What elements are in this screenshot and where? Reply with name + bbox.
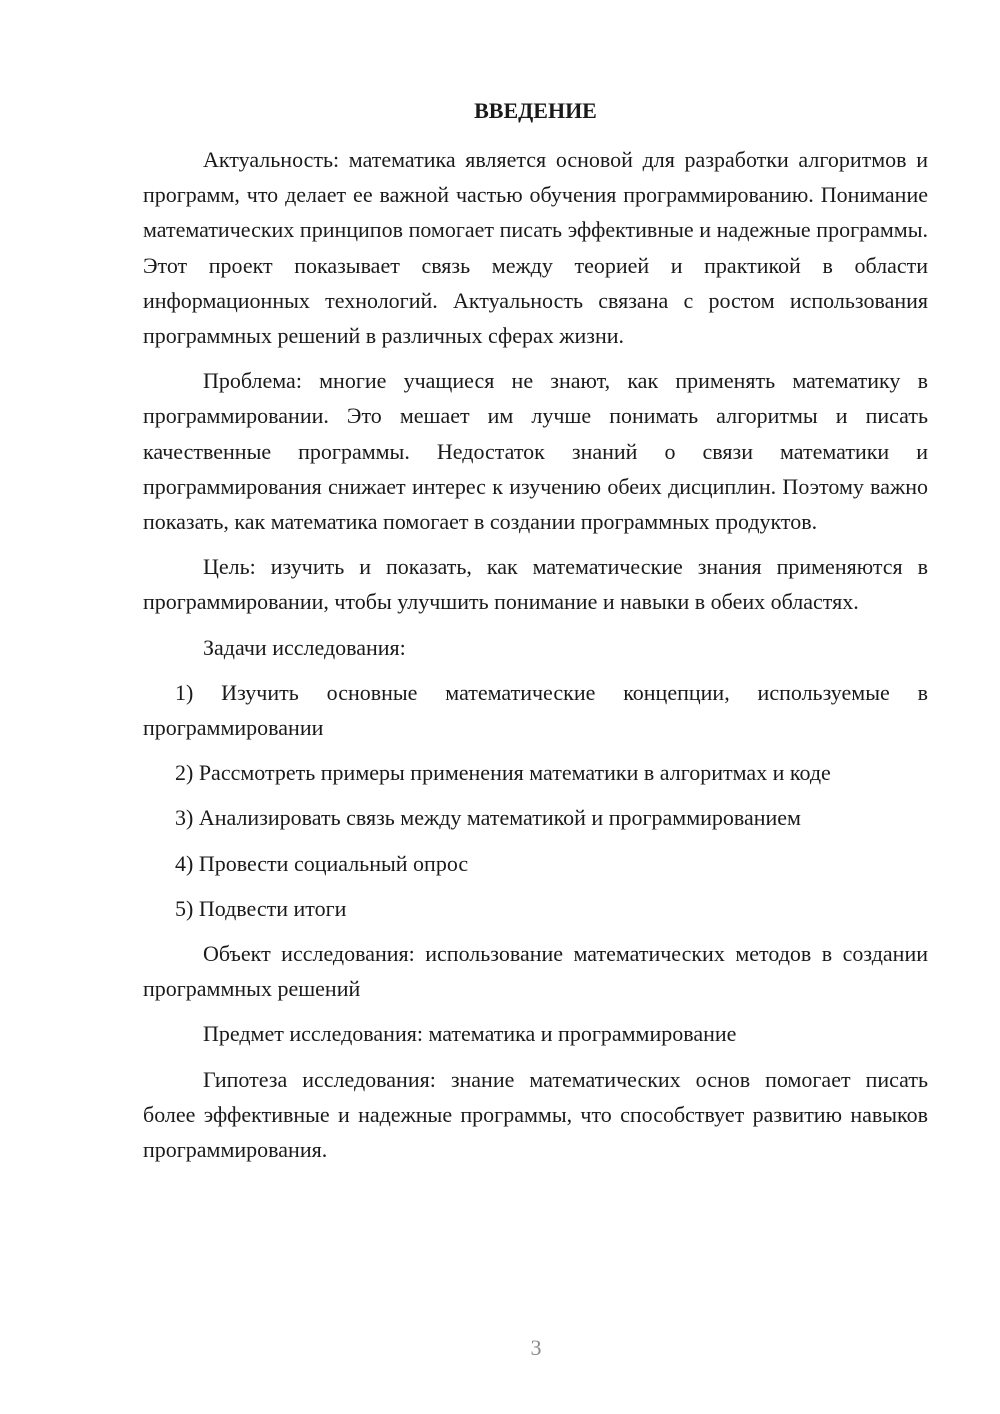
hypothesis-paragraph: Гипотеза исследования: знание математических основ помогает писать более эффективные и надежные программы, что способствует развитию навыков программирования.	[143, 1066, 928, 1163]
task-item-3: 3) Анализировать связь между математикой и программированием	[175, 805, 801, 831]
problem-paragraph: Проблема: многие учащиеся не знают, как применять математику в программировании. Это мешает им лучше понимать алгоритмы и писать качественные программы. Недостаток знаний о связи математики и программирования снижает интерес к изучению обеих дисциплин. Поэтому важно показать, как математика помогает в создании программных продуктов.	[143, 368, 928, 535]
section-heading: ВВЕДЕНИЕ	[474, 98, 597, 123]
task-item-4: 4) Провести социальный опрос	[175, 850, 469, 876]
page-number: 3	[530, 1335, 542, 1360]
task-item-1: 1) Изучить основные математические концепции, используемые в программировании	[143, 679, 928, 741]
goal-paragraph: Цель: изучить и показать, как математические знания применяются в программировании, чтобы улучшить понимание и навыки в обеих областях.	[143, 554, 928, 615]
task-item-2: 2) Рассмотреть примеры применения математики в алгоритмах и коде	[175, 760, 831, 786]
task-item-5: 5) Подвести итоги	[175, 895, 347, 921]
tasks-list	[143, 675, 928, 926]
tasks-heading: Задачи исследования:	[203, 634, 406, 660]
subject-paragraph: Предмет исследования: математика и программирование	[203, 1021, 737, 1047]
page-content	[143, 90, 928, 1167]
object-paragraph: Объект исследования: использование математических методов в создании программных решений	[143, 941, 928, 1002]
relevance-paragraph: Актуальность: математика является основой для разработки алгоритмов и программ, что делает ее важной частью обучения программированию. Понимание математических принципов помогает писать эффективные и надежные программы. Этот проект показывает связь между теорией и практикой в области информационных технологий. Актуальность связана с ростом использования программных решений в различных сферах жизни.	[143, 147, 928, 349]
